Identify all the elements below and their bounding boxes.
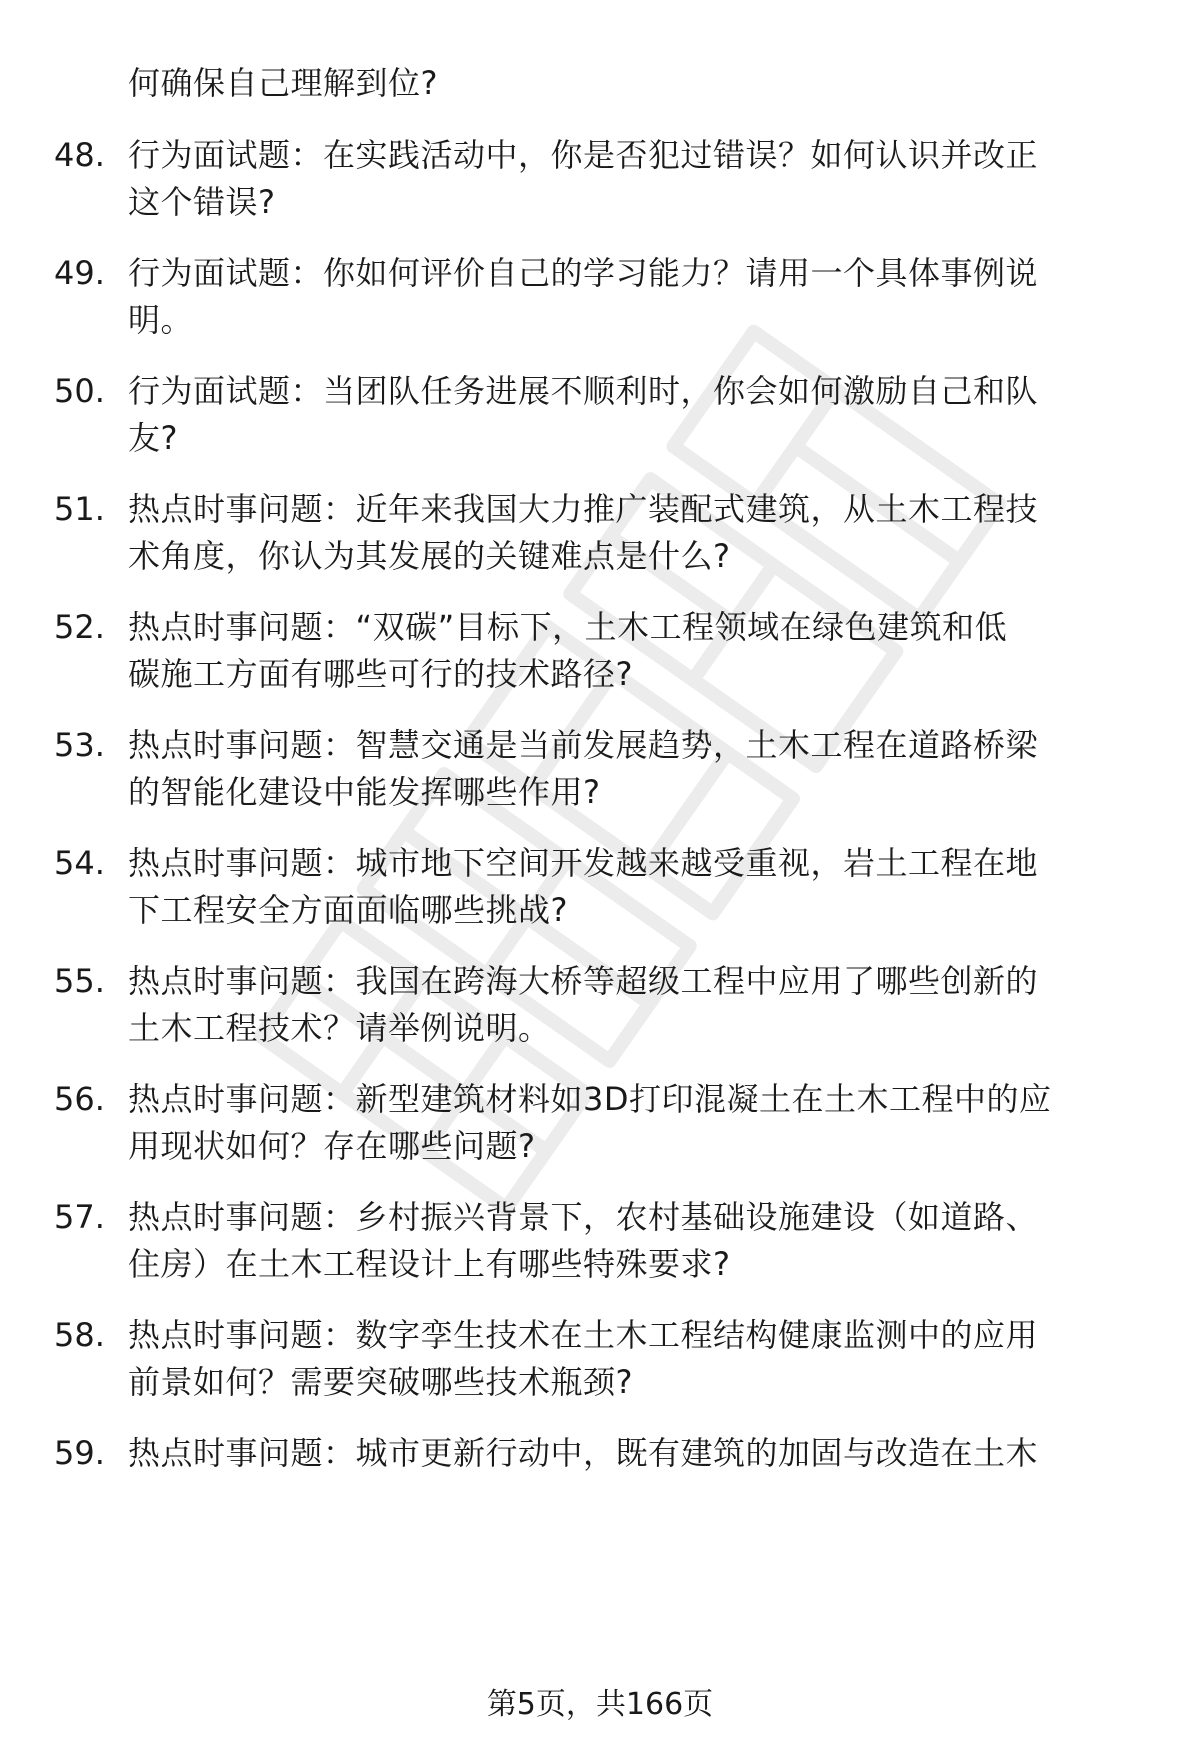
page-footer: 第5页，共166页: [486, 1687, 714, 1722]
question-text-line: 前景如何？需要突破哪些技术瓶颈?: [128, 1363, 633, 1401]
question-text-line: 友?: [128, 419, 178, 457]
question-text-line: 用现状如何？存在哪些问题?: [128, 1127, 536, 1165]
question-number: 49.: [54, 254, 105, 292]
question-number: 56.: [54, 1080, 105, 1118]
question-number: 59.: [54, 1434, 105, 1472]
question-text-line: 行为面试题：在实践活动中，你是否犯过错误？如何认识并改正: [128, 136, 1039, 174]
question-text-line: 的智能化建设中能发挥哪些作用?: [128, 773, 601, 811]
carry-over-line: 何确保自己理解到位?: [128, 64, 438, 102]
question-text-line: 碳施工方面有哪些可行的技术路径?: [128, 655, 633, 693]
question-text-line: 热点时事问题：新型建筑材料如3D打印混凝土在土木工程中的应: [128, 1080, 1052, 1118]
question-text-line: 热点时事问题：我国在跨海大桥等超级工程中应用了哪些创新的: [128, 962, 1039, 1000]
question-number: 57.: [54, 1198, 105, 1236]
question-number: 52.: [54, 608, 105, 646]
question-number: 51.: [54, 490, 105, 528]
question-number: 48.: [54, 136, 105, 174]
question-text-line: 热点时事问题：“双碳”目标下，土木工程领域在绿色建筑和低: [128, 608, 1008, 646]
question-text-line: 术角度，你认为其发展的关键难点是什么?: [128, 537, 731, 575]
question-number: 58.: [54, 1316, 105, 1354]
question-text-line: 热点时事问题：乡村振兴背景下，农村基础设施建设（如道路、: [128, 1198, 1039, 1236]
question-number: 55.: [54, 962, 105, 1000]
question-number: 50.: [54, 372, 105, 410]
question-text-line: 下工程安全方面面临哪些挑战?: [128, 891, 568, 929]
question-text-line: 住房）在土木工程设计上有哪些特殊要求?: [128, 1245, 731, 1283]
question-text-line: 这个错误?: [128, 183, 276, 221]
question-text-line: 土木工程技术？请举例说明。: [128, 1009, 551, 1047]
question-text-line: 热点时事问题：城市地下空间开发越来越受重视，岩土工程在地: [128, 844, 1039, 882]
question-text-line: 行为面试题：当团队任务进展不顺利时，你会如何激励自己和队: [128, 372, 1039, 410]
question-text-line: 行为面试题：你如何评价自己的学习能力？请用一个具体事例说: [128, 254, 1039, 292]
question-number: 54.: [54, 844, 105, 882]
question-text-line: 热点时事问题：智慧交通是当前发展趋势，土木工程在道路桥梁: [128, 726, 1039, 764]
question-number: 53.: [54, 726, 105, 764]
question-text-line: 热点时事问题：城市更新行动中，既有建筑的加固与改造在土木: [128, 1434, 1039, 1472]
question-text-line: 明。: [128, 301, 194, 339]
question-text-line: 热点时事问题：数字孪生技术在土木工程结构健康监测中的应用: [128, 1316, 1039, 1354]
question-text-line: 热点时事问题：近年来我国大力推广装配式建筑，从土木工程技: [128, 490, 1039, 528]
